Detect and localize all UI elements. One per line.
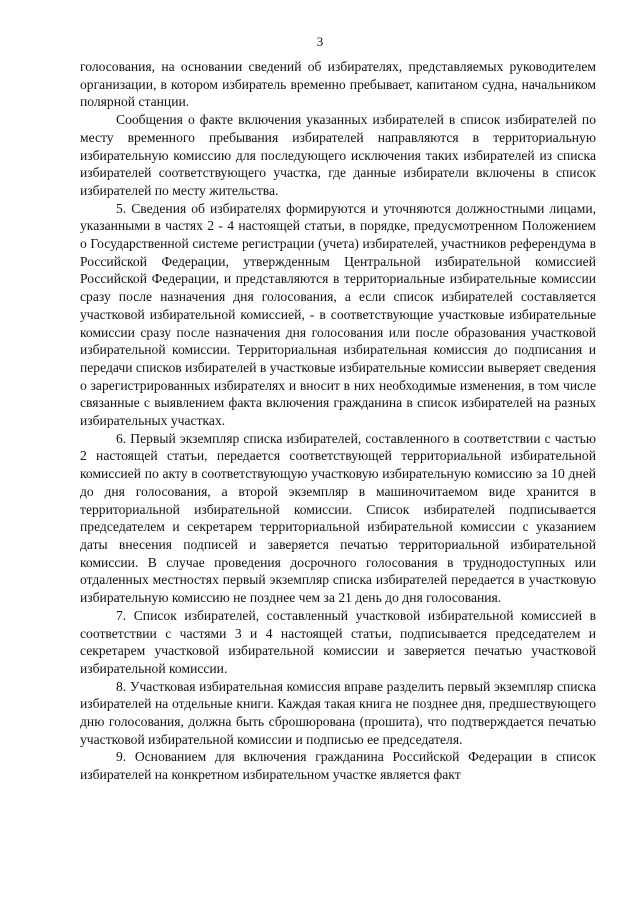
paragraph-item-8: 8. Участковая избирательная комиссия вправе разделить первый экземпляр списка избирателей на отдельные книги. Каждая такая книга не позднее дня, предшествующего дню голосования, должна быть сброшюрована (прошита), что подтверждается печатью участковой избирательной комиссии и подписью ее председателя. [80, 678, 596, 747]
paragraph-item-9: 9. Основанием для включения гражданина Российской Федерации в список избирателей на конкретном избирательном участке является факт [80, 749, 596, 783]
paragraph-item-7: 7. Список избирателей, составленный участковой избирательной комиссией в соответствии с частями 3 и 4 настоящей статьи, подписывается председателем и секретарем участковой избирательной комиссии и заверяется печатью участковой избирательной комиссии. [80, 607, 596, 676]
paragraph-item-6: 6. Первый экземпляр списка избирателей, составленного в соответствии с частью 2 настоящей статьи, передается соответствующей территориальной избирательной комиссией по акту в соответствующую участковую избирательную комиссию за 10 дней до дня голосования, а второй экземпляр в машиночитаемом виде хранится в территориальной избирательной комиссии. Список избирателей подписывается председателем и секретарем территориальной избирательной комиссии с указанием даты внесения подписей и заверяется печатью территориальной избирательной комиссии. В случае проведения досрочного голосования в труднодоступных или отдаленных местностях первый экземпляр списка избирателей передается в участковую избирательную комиссию не позднее чем за 21 день до дня голосования. [80, 430, 596, 606]
paragraph-notification: Сообщения о факте включения указанных избирателей в список избирателей по месту временного пребывания избирателей направляются в территориальную избирательную комиссию для последующего исключения таких избирателей из списка избирателей соответствующего участка, где данные избиратели включены в список избирателей по месту жительства. [80, 112, 596, 198]
page-number: 3 [316, 34, 324, 49]
paragraph-continuation: голосования, на основании сведений об избирателях, представляемых руководителем организации, в котором избиратель временно пребывает, капитаном судна, начальником полярной станции. [80, 59, 596, 110]
paragraph-item-5: 5. Сведения об избирателях формируются и уточняются должностными лицами, указанными в частях 2 - 4 настоящей статьи, в порядке, предусмотренном Положением о Государственной системе регистрации (учета) избирателей, участников референдума в Российской Федерации, утвержденным Центральной избирательной комиссией Российской Федерации, и представляются в территориальные избирательные комиссии сразу после назначения дня голосования, а если список избирателей составляется участковой избирательной комиссией, - в соответствующие участковые избирательные комиссии сразу после назначения дня голосования или после образования участковой избирательной комиссии. Территориальная избирательная комиссия до подписания и передачи списков избирателей в участковые избирательные комиссии выверяет сведения о зарегистрированных избирателях и вносит в них необходимые изменения, в том числе связанные с выявлением факта включения гражданина в список избирателей на разных избирательных участках. [80, 200, 596, 429]
document-body [80, 58, 596, 784]
